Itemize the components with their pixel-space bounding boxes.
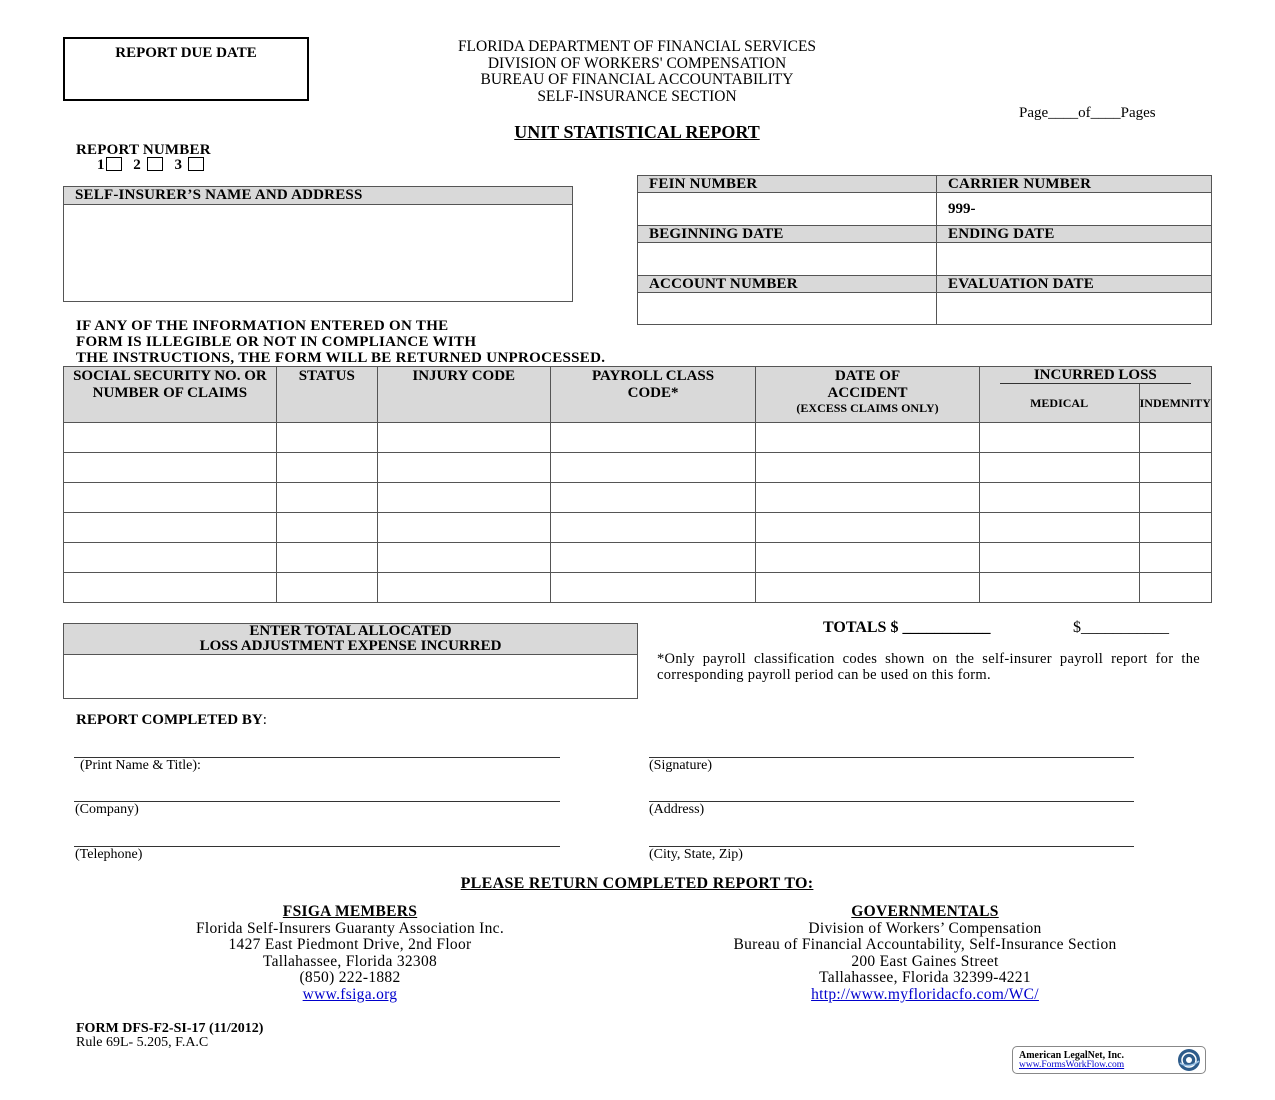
agency-header (337, 39, 937, 105)
report-number-1-label: 1 (97, 157, 105, 173)
lae-line-2: LOSS ADJUSTMENT EXPENSE INCURRED (199, 638, 502, 654)
status-cell[interactable] (276, 423, 377, 453)
col-injury-header: INJURY CODE (377, 367, 550, 423)
table-row (64, 573, 1212, 603)
warning-line-3: THE INSTRUCTIONS, THE FORM WILL BE RETURNED UNPROCESSED. (76, 350, 606, 366)
table-row (64, 423, 1212, 453)
col-date-title: DATE OF ACCIDENT (827, 368, 908, 401)
lae-line-1: ENTER TOTAL ALLOCATED (249, 623, 452, 639)
report-number-3-checkbox[interactable] (188, 157, 204, 171)
table-row (64, 513, 1212, 543)
signature-caption: (Signature) (649, 758, 712, 773)
lae-box (63, 623, 638, 699)
page-title: UNIT STATISTICAL REPORT (514, 122, 760, 142)
carrier-input[interactable]: 999- (937, 193, 1212, 226)
form-id: FORM DFS-F2-SI-17 (11/2012) (76, 1021, 264, 1036)
address-line[interactable] (649, 801, 1134, 802)
injury-cell[interactable] (377, 543, 550, 573)
fsiga-line-1: Florida Self-Insurers Guaranty Association Inc. (195, 919, 505, 937)
beginning-date-input[interactable] (638, 243, 937, 276)
medical-cell[interactable] (979, 453, 1139, 483)
account-number-label: ACCOUNT NUMBER (638, 276, 937, 293)
evaluation-date-label: EVALUATION DATE (937, 276, 1212, 293)
status-cell[interactable] (276, 483, 377, 513)
gov-heading: GOVERNMENTALS (851, 903, 999, 920)
totals-label: TOTALS $ ___________ (823, 619, 991, 636)
injury-cell[interactable] (377, 573, 550, 603)
col-status-header: STATUS (276, 367, 377, 423)
medical-cell[interactable] (979, 483, 1139, 513)
gov-link[interactable]: http://www.myfloridacfo.com/WC/ (811, 985, 1039, 1003)
address-caption: (Address) (649, 802, 705, 817)
claims-header-row (64, 367, 1212, 423)
report-number-options (97, 157, 212, 174)
badge-url: www.FormsWorkFlow.com (1019, 1060, 1125, 1070)
telephone-line[interactable] (74, 846, 560, 847)
completed-by-colon: : (262, 712, 267, 728)
date-cell[interactable] (756, 483, 979, 513)
insurer-label: SELF-INSURER’S NAME AND ADDRESS (64, 187, 572, 205)
table-row (64, 453, 1212, 483)
payroll-cell[interactable] (550, 573, 756, 603)
claims-table (63, 366, 1212, 603)
fsiga-link[interactable]: www.fsiga.org (302, 985, 398, 1003)
ending-date-input[interactable] (937, 243, 1212, 276)
american-legalnet-badge[interactable] (1012, 1046, 1206, 1074)
status-cell[interactable] (276, 453, 377, 483)
indemnity-cell[interactable] (1139, 483, 1211, 513)
beginning-date-label: BEGINNING DATE (638, 226, 937, 243)
insurer-input[interactable] (64, 205, 572, 301)
ssn-cell[interactable] (64, 483, 277, 513)
carrier-label: CARRIER NUMBER (937, 176, 1212, 193)
completed-by-label: REPORT COMPLETED BY (76, 712, 263, 728)
warning-text (76, 318, 605, 366)
injury-cell[interactable] (377, 483, 550, 513)
indemnity-cell[interactable] (1139, 423, 1211, 453)
agency-line-4: SELF-INSURANCE SECTION (537, 87, 737, 105)
gov-line-1: Division of Workers’ Compensation (808, 919, 1042, 937)
col-incurred-title: INCURRED LOSS (1000, 367, 1191, 384)
payroll-cell[interactable] (550, 513, 756, 543)
badge-name: American LegalNet, Inc. (1019, 1050, 1124, 1061)
payroll-cell[interactable] (550, 483, 756, 513)
date-cell[interactable] (756, 513, 979, 543)
payroll-cell[interactable] (550, 453, 756, 483)
ssn-cell[interactable] (64, 423, 277, 453)
col-incurred-header (979, 367, 1211, 423)
indemnity-cell[interactable] (1139, 513, 1211, 543)
report-number-2-checkbox[interactable] (147, 157, 163, 171)
agency-line-3: BUREAU OF FINANCIAL ACCOUNTABILITY (480, 71, 794, 89)
print-name-caption: (Print Name & Title): (80, 758, 201, 773)
report-due-date-box[interactable] (63, 37, 309, 101)
medical-cell[interactable] (979, 543, 1139, 573)
report-number-label: REPORT NUMBER (76, 142, 211, 158)
ssn-cell[interactable] (64, 573, 277, 603)
medical-cell[interactable] (979, 423, 1139, 453)
table-row (64, 483, 1212, 513)
fein-input[interactable] (638, 193, 937, 226)
account-number-input[interactable] (638, 293, 937, 325)
globe-icon (1176, 1047, 1202, 1073)
gov-line-4: Tallahassee, Florida 32399-4221 (819, 969, 1031, 987)
telephone-caption: (Telephone) (75, 847, 143, 862)
col-indemnity-header: INDEMNITY (1139, 396, 1211, 410)
lae-input[interactable] (64, 655, 637, 699)
col-ssn-header: SOCIAL SECURITY NO. OR NUMBER OF CLAIMS (64, 367, 277, 423)
status-cell[interactable] (276, 543, 377, 573)
injury-cell[interactable] (377, 453, 550, 483)
injury-cell[interactable] (377, 513, 550, 543)
col-medical-header: MEDICAL (980, 384, 1140, 422)
ssn-cell[interactable] (64, 543, 277, 573)
report-due-date-label: REPORT DUE DATE (115, 45, 257, 61)
ending-date-label: ENDING DATE (937, 226, 1212, 243)
status-cell[interactable] (276, 513, 377, 543)
col-date-header (756, 367, 979, 423)
completed-by-heading (76, 712, 267, 729)
agency-line-1: FLORIDA DEPARTMENT OF FINANCIAL SERVICES (457, 38, 817, 55)
table-row (64, 543, 1212, 573)
evaluation-date-input[interactable] (937, 293, 1212, 325)
date-cell[interactable] (756, 573, 979, 603)
medical-cell[interactable] (979, 573, 1139, 603)
report-number-1-checkbox[interactable] (106, 157, 122, 171)
fsiga-block (100, 904, 600, 1004)
warning-line-1: IF ANY OF THE INFORMATION ENTERED ON THE (76, 318, 449, 334)
report-number-2-label: 2 (133, 157, 141, 173)
report-number-3-label: 3 (174, 157, 182, 173)
payroll-note: *Only payroll classification codes shown on the self-insurer payroll report for the corresponding payroll period can be used on this form. (657, 651, 1200, 683)
gov-line-2: Bureau of Financial Accountability, Self-Insurance Section (733, 936, 1117, 954)
status-cell[interactable] (276, 573, 377, 603)
payroll-cell[interactable] (550, 423, 756, 453)
payroll-cell[interactable] (550, 543, 756, 573)
gov-block (625, 904, 1225, 1004)
fsiga-line-2: 1427 East Piedmont Drive, 2nd Floor (228, 936, 472, 954)
agency-line-2: DIVISION OF WORKERS' COMPENSATION (487, 54, 787, 72)
medical-cell[interactable] (979, 513, 1139, 543)
page-count: Page____of____Pages (1019, 105, 1156, 121)
ssn-cell[interactable] (64, 453, 277, 483)
totals-second: $___________ (1073, 619, 1169, 636)
indemnity-cell[interactable] (1139, 543, 1211, 573)
col-date-note: (EXCESS CLAIMS ONLY) (796, 401, 939, 415)
company-caption: (Company) (75, 802, 139, 817)
gov-line-3: 200 East Gaines Street (851, 952, 999, 970)
injury-cell[interactable] (377, 423, 550, 453)
warning-line-2: FORM IS ILLEGIBLE OR NOT IN COMPLIANCE WITH (76, 334, 477, 350)
fein-label: FEIN NUMBER (638, 176, 937, 193)
ssn-cell[interactable] (64, 513, 277, 543)
col-payroll-header: PAYROLL CLASS CODE* (550, 367, 756, 423)
fsiga-heading: FSIGA MEMBERS (282, 903, 418, 920)
lae-label (64, 624, 637, 655)
signature-line[interactable] (649, 757, 1134, 758)
company-line[interactable] (74, 801, 560, 802)
date-cell[interactable] (756, 453, 979, 483)
insurer-box (63, 186, 573, 302)
indemnity-cell[interactable] (1139, 573, 1211, 603)
indemnity-cell[interactable] (1139, 453, 1211, 483)
date-cell[interactable] (756, 543, 979, 573)
city-caption: (City, State, Zip) (649, 847, 743, 862)
date-cell[interactable] (756, 423, 979, 453)
return-heading: PLEASE RETURN COMPLETED REPORT TO: (460, 875, 814, 892)
fsiga-line-4: (850) 222-1882 (299, 969, 401, 987)
info-grid (637, 175, 1212, 325)
fsiga-line-3: Tallahassee, Florida 32308 (262, 952, 438, 970)
rule-ref: Rule 69L- 5.205, F.A.C (76, 1035, 209, 1050)
